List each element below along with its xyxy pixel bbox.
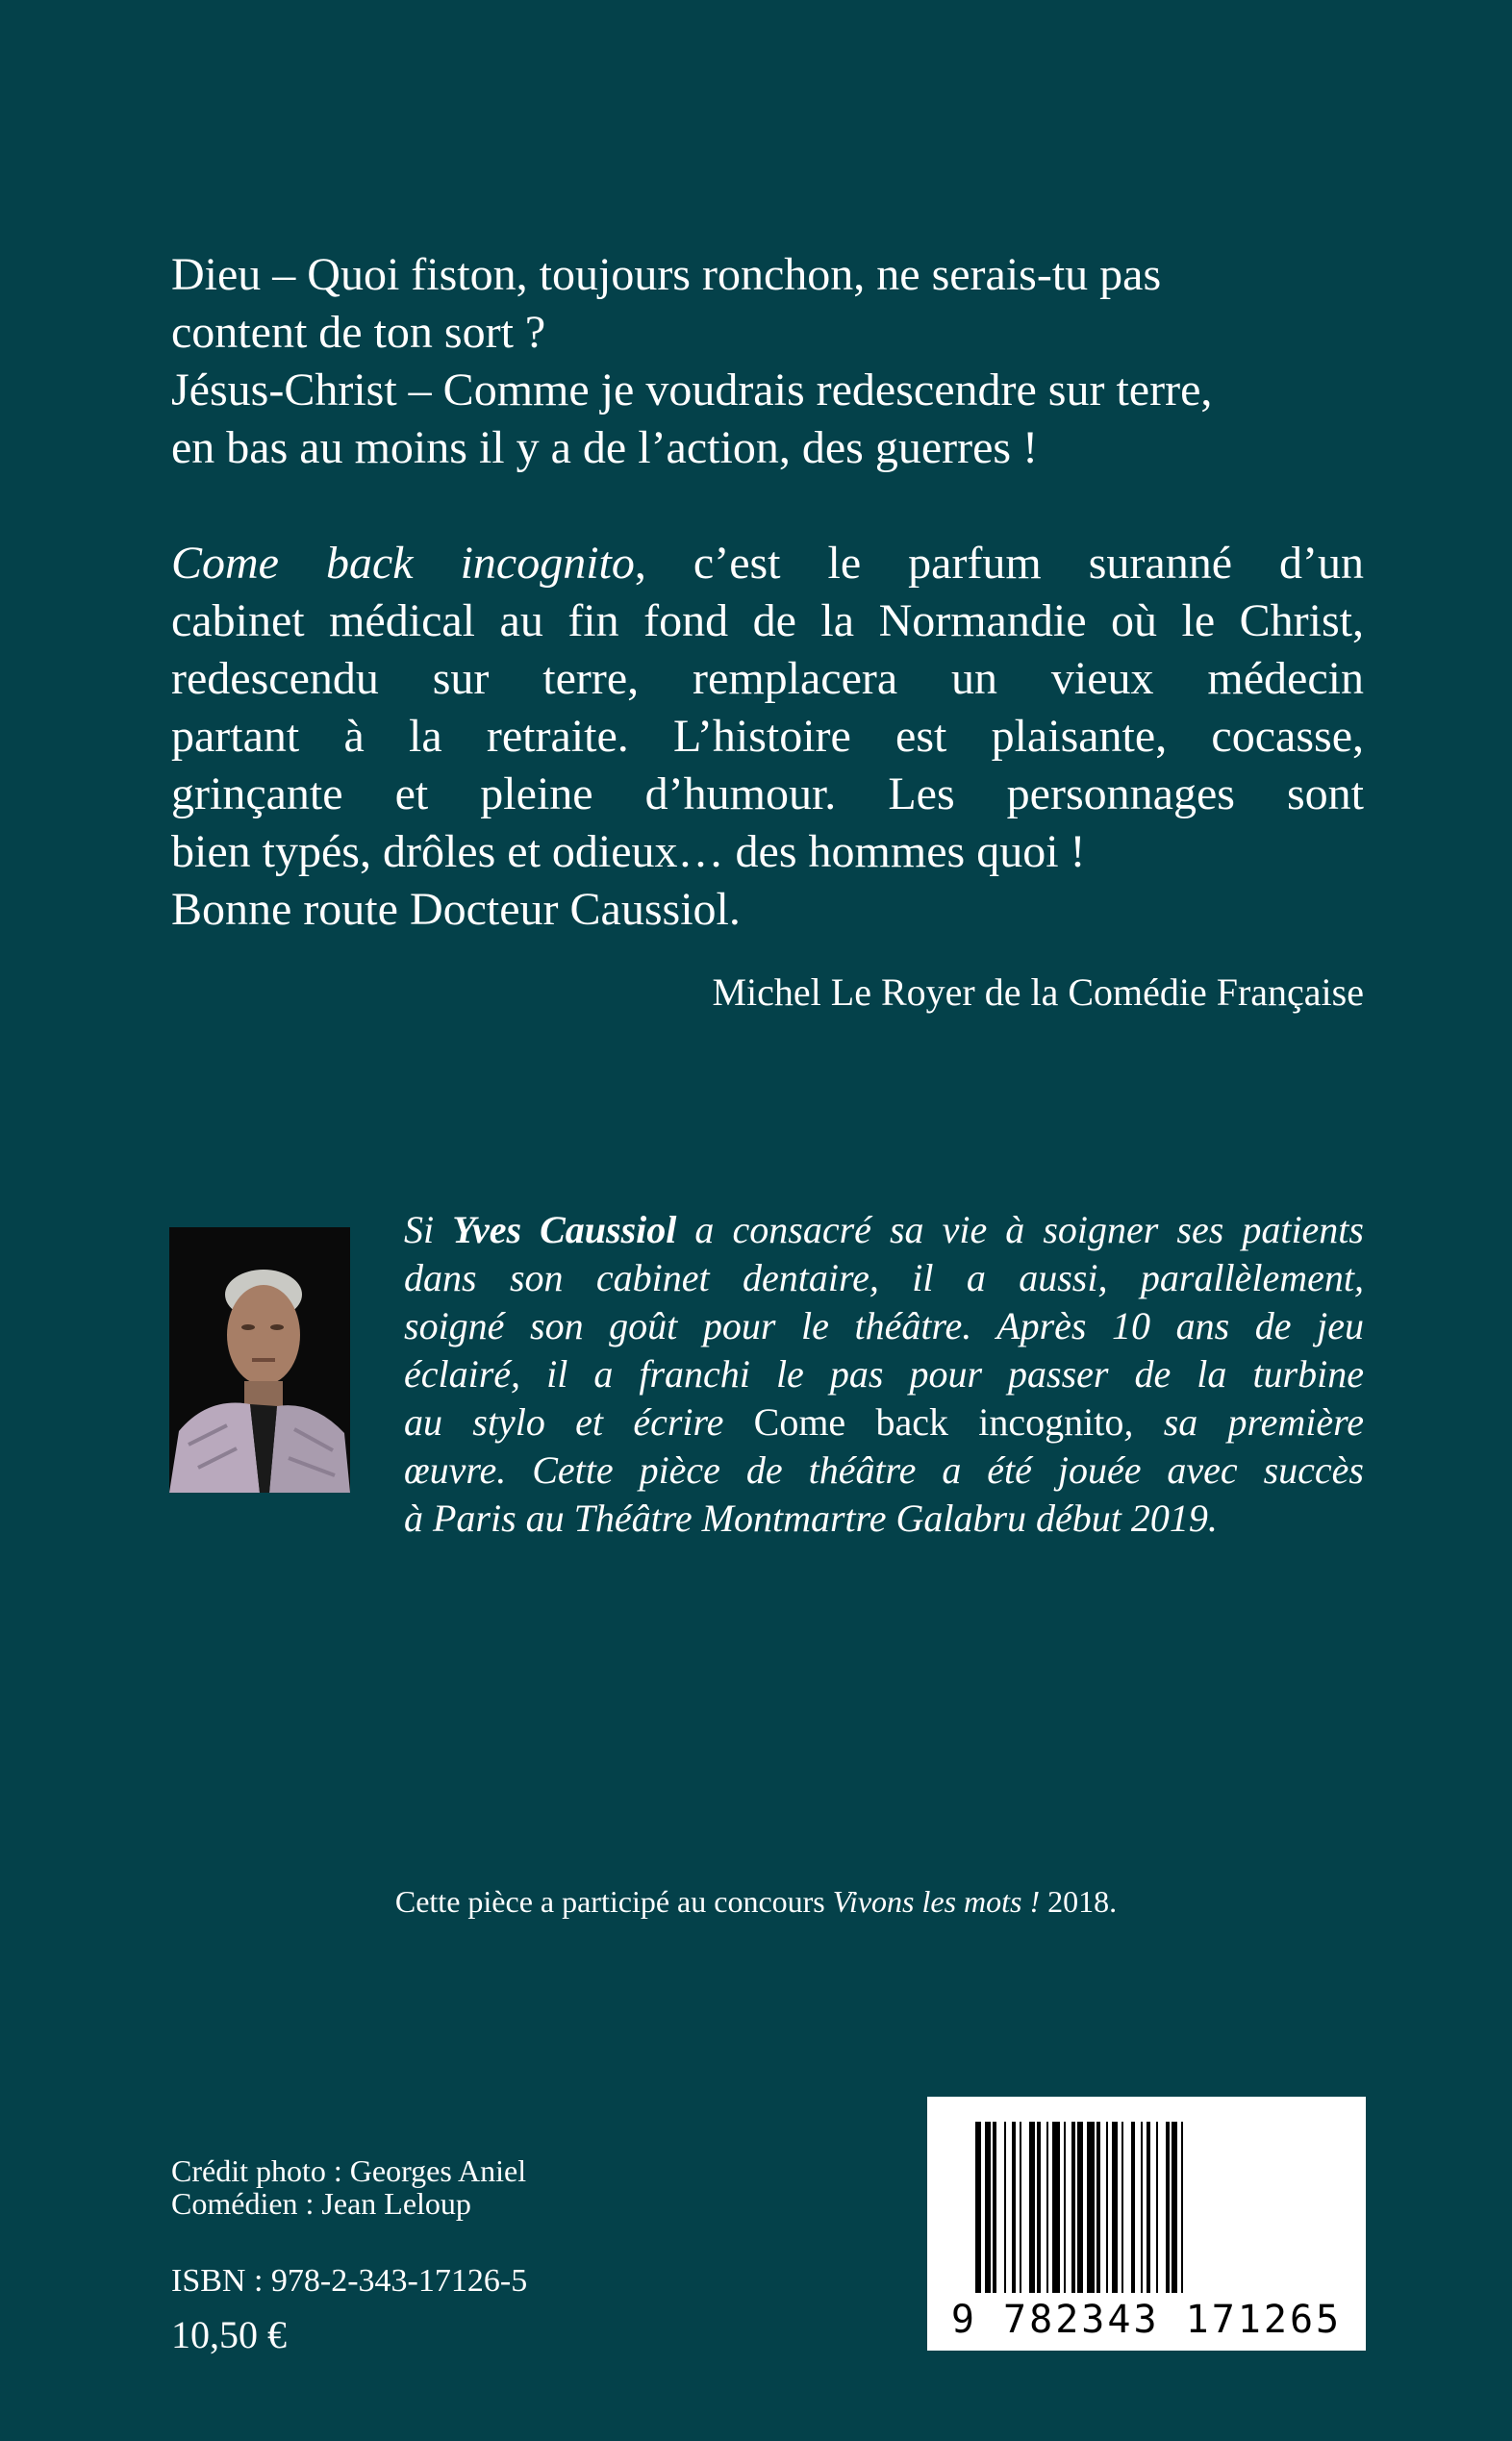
barcode xyxy=(927,2097,1366,2351)
bio-text: Si xyxy=(404,1208,453,1251)
dialogue-excerpt xyxy=(171,246,1364,477)
credits xyxy=(171,2154,526,2220)
blurb-line: grinçante et pleine d’humour. Les personnages sont xyxy=(171,768,1364,819)
author-photo xyxy=(169,1227,350,1493)
bio-line: soigné son goût pour le théâtre. Après 10 ans de jeu xyxy=(404,1304,1364,1347)
blurb-title: Come back incognito xyxy=(171,538,635,589)
blurb-line xyxy=(171,535,1364,592)
blurb-text: , c’est le parfum suranné d’un xyxy=(634,538,1365,589)
play-title: Come back incognito xyxy=(753,1400,1124,1444)
bio-line: dans son cabinet dentaire, il a aussi, parallèlement, xyxy=(404,1256,1364,1299)
contest-text: Cette pièce a participé au concours xyxy=(394,1884,833,1919)
author-name: Yves Caussiol xyxy=(452,1208,677,1251)
author-biography xyxy=(404,1206,1364,1543)
author-portrait-icon xyxy=(169,1227,350,1493)
bio-line xyxy=(404,1206,1364,1254)
bio-line xyxy=(404,1398,1364,1447)
actor-credit: Comédien : Jean Leloup xyxy=(171,2186,471,2221)
blurb-line: cabinet médical au fin fond de la Normandie où le Christ, xyxy=(171,595,1364,646)
contest-year: 2018. xyxy=(1040,1884,1118,1919)
bio-line: à Paris au Théâtre Montmartre Galabru début 2019. xyxy=(404,1497,1218,1540)
blurb-line: bien typés, drôles et odieux… des hommes quoi ! xyxy=(171,826,1086,877)
price: 10,50 € xyxy=(171,2313,287,2356)
bio-line: éclairé, il a franchi le pas pour passer de la turbine xyxy=(404,1352,1364,1396)
bio-text: a consacré sa vie à soigner ses patients xyxy=(676,1208,1364,1251)
bio-line: œuvre. Cette pièce de théâtre a été jouée avec succès xyxy=(404,1448,1364,1492)
quote-attribution: Michel Le Royer de la Comédie Française xyxy=(712,970,1364,1014)
contest-name: Vivons les mots ! xyxy=(832,1884,1041,1919)
dialogue-line: content de ton sort ? xyxy=(171,307,546,358)
isbn: ISBN : 978-2-343-17126-5 xyxy=(171,2263,528,2299)
blurb-line: redescendu sur terre, remplacera un vieux médecin xyxy=(171,653,1364,704)
blurb-line: Bonne route Docteur Caussiol. xyxy=(171,884,741,935)
bio-text: , sa première xyxy=(1123,1400,1364,1444)
dialogue-line: en bas au moins il y a de l’action, des guerres ! xyxy=(171,422,1039,473)
photo-credit: Crédit photo : Georges Aniel xyxy=(171,2153,527,2188)
dialogue-line: Jésus-Christ – Comme je voudrais redescendre sur terre, xyxy=(171,365,1213,415)
bio-text: au stylo et écrire xyxy=(404,1400,754,1444)
dialogue-line: Dieu – Quoi fiston, toujours ronchon, ne serais-tu pas xyxy=(171,249,1162,300)
book-blurb xyxy=(171,535,1364,939)
contest-note xyxy=(0,1877,1512,1925)
blurb-line: partant à la retraite. L’histoire est plaisante, cocasse, xyxy=(171,711,1364,762)
barcode-digits: 9 782343 171265 xyxy=(950,2298,1343,2342)
